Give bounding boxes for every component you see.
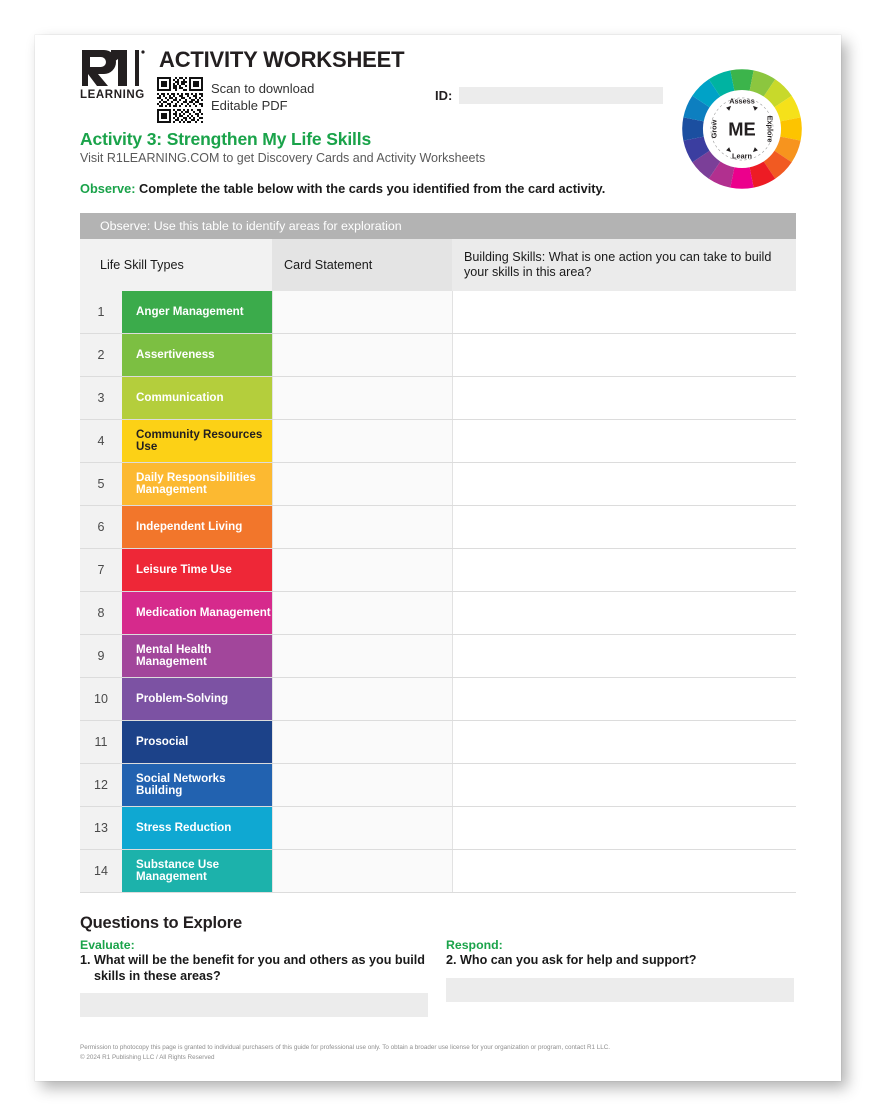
- evaluate-line-1: 1. What will be the benefit for you and others as you build: [80, 953, 425, 967]
- card-statement-cell: [272, 592, 452, 634]
- scan-instructions: [211, 81, 314, 114]
- row-number: 9: [80, 635, 122, 677]
- table-row: [80, 807, 796, 850]
- table-row: [80, 463, 796, 506]
- card-statement-input[interactable]: [273, 549, 452, 591]
- building-skills-input[interactable]: [453, 678, 796, 720]
- building-skills-cell: [452, 764, 796, 806]
- evaluate-line-2: skills in these areas?: [94, 968, 221, 983]
- building-skills-cell: [452, 506, 796, 548]
- wheel-segment: [682, 117, 703, 140]
- card-statement-cell: [272, 850, 452, 892]
- row-number: 7: [80, 549, 122, 591]
- building-skills-cell: [452, 291, 796, 333]
- card-statement-input[interactable]: [273, 678, 452, 720]
- table-row: [80, 377, 796, 420]
- row-number: 8: [80, 592, 122, 634]
- skill-label: Substance Use Management: [122, 850, 272, 892]
- building-skills-input[interactable]: [453, 635, 796, 677]
- table-row: [80, 420, 796, 463]
- building-skills-input[interactable]: [453, 592, 796, 634]
- card-statement-input[interactable]: [273, 420, 452, 462]
- worksheet-page: [35, 35, 841, 1081]
- building-skills-input[interactable]: [453, 334, 796, 376]
- row-number: 1: [80, 291, 122, 333]
- building-skills-cell: [452, 420, 796, 462]
- wheel-label-learn: Learn: [732, 151, 752, 161]
- skill-label: Daily Responsibilities Management: [122, 463, 272, 505]
- card-statement-cell: [272, 506, 452, 548]
- wheel-label-assess: Assess: [729, 96, 755, 106]
- skill-label: Medication Management: [122, 592, 272, 634]
- wheel-label-explore: Explore: [765, 115, 775, 143]
- table-row: [80, 635, 796, 678]
- scan-line-1: Scan to download: [211, 81, 315, 96]
- evaluate-question-text: [80, 953, 426, 984]
- row-number: 11: [80, 721, 122, 763]
- building-skills-input[interactable]: [453, 506, 796, 548]
- qr-code-icon[interactable]: [157, 77, 203, 123]
- building-skills-input[interactable]: [453, 463, 796, 505]
- observe-text: Complete the table below with the cards you identified from the card activity.: [135, 181, 606, 196]
- column-header-card-statement: Card Statement: [272, 239, 452, 291]
- r1-learning-logo: [80, 48, 148, 101]
- building-skills-input[interactable]: [453, 807, 796, 849]
- row-number: 10: [80, 678, 122, 720]
- r1-logo-mark: [80, 48, 146, 88]
- table-row: [80, 592, 796, 635]
- question-respond-block: [438, 938, 796, 1017]
- skills-table: [80, 213, 796, 893]
- row-number: 13: [80, 807, 122, 849]
- building-skills-input[interactable]: [453, 291, 796, 333]
- wheel-segment: [730, 69, 753, 90]
- skill-label: Prosocial: [122, 721, 272, 763]
- card-statement-cell: [272, 463, 452, 505]
- table-row: [80, 334, 796, 377]
- wheel-center-label: ME: [728, 118, 756, 140]
- skill-label: Communication: [122, 377, 272, 419]
- skill-label: Community Resources Use: [122, 420, 272, 462]
- table-row: [80, 850, 796, 893]
- card-statement-cell: [272, 377, 452, 419]
- row-number: 14: [80, 850, 122, 892]
- card-statement-input[interactable]: [273, 721, 452, 763]
- card-statement-cell: [272, 721, 452, 763]
- skill-label: Assertiveness: [122, 334, 272, 376]
- building-skills-input[interactable]: [453, 420, 796, 462]
- table-row: [80, 678, 796, 721]
- card-statement-cell: [272, 420, 452, 462]
- card-statement-cell: [272, 764, 452, 806]
- table-row: [80, 764, 796, 807]
- card-statement-input[interactable]: [273, 635, 452, 677]
- row-number: 6: [80, 506, 122, 548]
- building-skills-cell: [452, 850, 796, 892]
- respond-keyword: Respond:: [446, 938, 503, 952]
- row-number: 2: [80, 334, 122, 376]
- building-skills-cell: [452, 635, 796, 677]
- table-row: [80, 291, 796, 334]
- skill-label: Independent Living: [122, 506, 272, 548]
- id-input[interactable]: [459, 87, 663, 104]
- card-statement-cell: [272, 549, 452, 591]
- building-skills-cell: [452, 334, 796, 376]
- row-number: 12: [80, 764, 122, 806]
- column-header-building-skills: Building Skills: What is one action you can take to build your skills in this area?: [452, 239, 796, 291]
- wheel-segment: [780, 117, 801, 140]
- observe-instruction: [80, 181, 605, 196]
- card-statement-input[interactable]: [273, 764, 452, 806]
- building-skills-input[interactable]: [453, 377, 796, 419]
- me-wheel-graphic: [681, 68, 803, 190]
- table-row: [80, 549, 796, 592]
- card-statement-input[interactable]: [273, 334, 452, 376]
- respond-line-1: 2. Who can you ask for help and support?: [446, 953, 697, 967]
- building-skills-input[interactable]: [453, 721, 796, 763]
- skill-label: Problem-Solving: [122, 678, 272, 720]
- logo-wordmark: LEARNING: [80, 89, 145, 101]
- id-label: ID:: [435, 88, 453, 103]
- building-skills-input[interactable]: [453, 764, 796, 806]
- wheel-segment: [730, 167, 753, 188]
- page-title: ACTIVITY WORKSHEET: [159, 47, 405, 72]
- card-statement-input[interactable]: [273, 807, 452, 849]
- skill-label: Stress Reduction: [122, 807, 272, 849]
- question-evaluate-block: [80, 938, 438, 1017]
- evaluate-answer-input[interactable]: [80, 993, 428, 1017]
- footer-copyright-text: © 2024 R1 Publishing LLC / All Rights Reserved: [80, 1053, 215, 1061]
- table-row: [80, 721, 796, 764]
- questions-section: [80, 914, 796, 1017]
- card-statement-input[interactable]: [273, 463, 452, 505]
- card-statement-cell: [272, 807, 452, 849]
- card-statement-cell: [272, 678, 452, 720]
- questions-title: Questions to Explore: [80, 914, 242, 932]
- activity-title: Activity 3: Strengthen My Life Skills: [80, 129, 372, 149]
- card-statement-cell: [272, 635, 452, 677]
- wheel-label-grow: Grow: [709, 119, 719, 139]
- skill-label: Social Networks Building: [122, 764, 272, 806]
- column-header-life-skill-types: Life Skill Types: [80, 239, 272, 291]
- card-statement-input[interactable]: [273, 291, 452, 333]
- page-header: [35, 35, 841, 196]
- row-number: 4: [80, 420, 122, 462]
- observe-keyword: Observe:: [80, 181, 136, 196]
- page-footer: [80, 1043, 796, 1062]
- building-skills-cell: [452, 721, 796, 763]
- skill-label: Leisure Time Use: [122, 549, 272, 591]
- skill-label: Mental Health Management: [122, 635, 272, 677]
- evaluate-keyword: Evaluate:: [80, 938, 135, 952]
- scan-line-2: Editable PDF: [211, 97, 288, 113]
- card-statement-input[interactable]: [273, 850, 452, 892]
- building-skills-cell: [452, 678, 796, 720]
- building-skills-cell: [452, 592, 796, 634]
- table-header-row: [80, 239, 796, 291]
- row-number: 5: [80, 463, 122, 505]
- card-statement-cell: [272, 334, 452, 376]
- skill-label: Anger Management: [122, 291, 272, 333]
- building-skills-cell: [452, 463, 796, 505]
- respond-answer-input[interactable]: [446, 978, 794, 1002]
- id-field-group: [435, 87, 663, 104]
- footer-permission-text: Permission to photocopy this page is granted to individual purchasers of this guide for professional use only. To obtain a broader use license for your organization or program, contact R1 LLC.: [80, 1044, 611, 1051]
- table-banner: Observe: Use this table to identify areas for exploration: [80, 213, 796, 239]
- table-body: [80, 291, 796, 893]
- building-skills-input[interactable]: [453, 549, 796, 591]
- building-skills-cell: [452, 549, 796, 591]
- card-statement-cell: [272, 291, 452, 333]
- card-statement-input[interactable]: [273, 377, 452, 419]
- building-skills-cell: [452, 807, 796, 849]
- respond-question-text: [446, 953, 796, 969]
- building-skills-input[interactable]: [453, 850, 796, 892]
- building-skills-cell: [452, 377, 796, 419]
- card-statement-input[interactable]: [273, 506, 452, 548]
- activity-subtitle: Visit R1LEARNING.COM to get Discovery Cards and Activity Worksheets: [80, 151, 486, 165]
- table-row: [80, 506, 796, 549]
- row-number: 3: [80, 377, 122, 419]
- card-statement-input[interactable]: [273, 592, 452, 634]
